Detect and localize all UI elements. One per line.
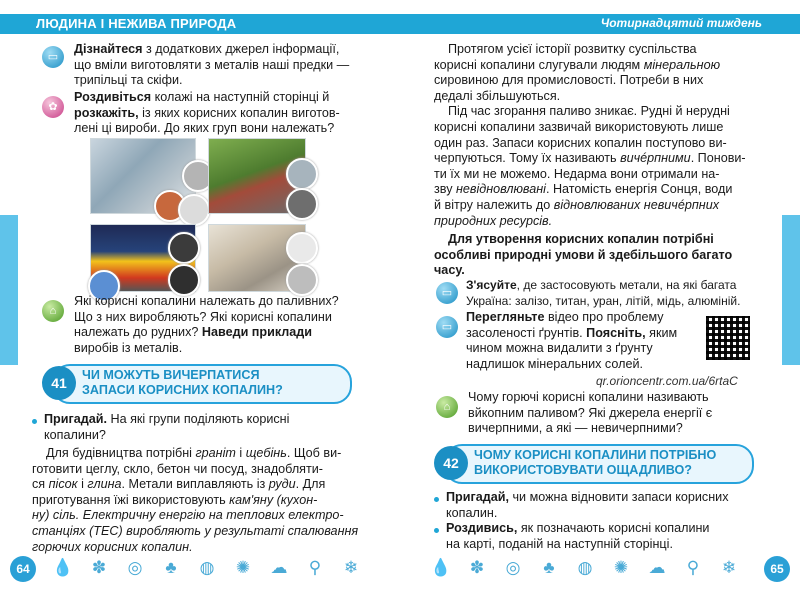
look-map: Роздивись, як позначають корисні копалини на карті, поданій на наступній сторінці.	[446, 521, 710, 551]
computer-icon: ▭	[436, 316, 458, 338]
ore-thumb	[286, 188, 318, 220]
footer-icons-right	[430, 558, 740, 582]
section-41-number: 41	[42, 366, 76, 400]
question-fuels: Які корисні копалини належать до паливних? Що з них виробляють? Які корисні копалини належать до рудних? Наведи приклади виробів із металів.	[74, 294, 339, 355]
globe-icon: ◎	[505, 558, 521, 577]
flower-icon: ✿	[42, 96, 64, 118]
snowflake-icon: ❄	[721, 558, 737, 577]
chapter-title: ЛЮДИНА І НЕЖИВА ПРИРОДА	[36, 16, 237, 31]
metal-thumb	[286, 264, 318, 296]
right-page	[420, 34, 782, 554]
right-edge-stripe	[782, 215, 800, 365]
drop-icon: 💧	[52, 558, 74, 577]
body-text-history: Протягом усієї історії розвитку суспільства корисні копалини слугували людям мінеральною сировиною для промисловості. Потреби в них дедалі збільшуються. Під час згорання паливо зникає. Рудні й нерудні корисні копалини зазвичай використовують лише один раз. Запаси корисних копалин поступово ви- черпуються. Тому їх називають вичéрпними. Понови- ти їх ми не можемо. Недарма вони отримали на- зву невідновлювані. Натомість енергія Сонця, води й вітру належить до відновлюваних невичéрпних природних ресурсів.	[434, 42, 746, 228]
qr-code[interactable]	[706, 316, 750, 360]
section-42-number: 42	[434, 446, 468, 480]
task-watch-video: Перегляньте відео про проблему засоленості ґрунтів. Поясніть, яким чином можна видалити з ґрунту надлишок мінеральних солей.	[466, 310, 678, 371]
key-statement: Для утворення корисних копалин потрібні особливі природні умови й здебільшого багато часу.	[434, 232, 733, 278]
thermometer-icon: ⚲	[686, 558, 700, 577]
snowflake-icon: ❄	[343, 558, 359, 577]
video-link[interactable]: qr.orioncentr.com.ua/6rtaC	[596, 374, 738, 388]
page-number-left: 64	[10, 556, 36, 582]
left-page	[18, 34, 388, 554]
basket-icon: ⌂	[436, 396, 458, 418]
computer-icon: ▭	[436, 282, 458, 304]
sun-icon: ✺	[613, 558, 629, 577]
compass-icon: ◍	[199, 558, 215, 577]
plane-thumb	[286, 158, 318, 190]
basket-icon: ⌂	[42, 300, 64, 322]
task-find-metals: З'ясуйте, де застосовують метали, на які багата Україна: залізо, титан, уран, літій, мідь, алюміній.	[466, 278, 741, 308]
sun-icon: ✺	[235, 558, 251, 577]
recall-groups: Пригадай. На які групи поділяють корисні копалини?	[44, 412, 290, 442]
tile-thumb	[178, 194, 210, 226]
question-fossil-fuel: Чому горючі корисні копалини називають вйкопним паливом? Які джерела енергії є вичерпними, а які — невичерпними?	[468, 390, 713, 436]
section-42-title: ЧОМУ КОРИСНІ КОПАЛИНИ ПОТРІБНО ВИКОРИСТОВУВАТИ ОЩАДЛИВО?	[474, 448, 717, 477]
task-look: Роздивіться колажі на наступній сторінці й розкажіть, із яких корисних копалин виготов- лені ці вироби. До яких груп вони належать?	[74, 90, 340, 136]
bullet	[434, 497, 439, 502]
drop-icon: 💧	[430, 558, 452, 577]
thermometer-icon: ⚲	[308, 558, 322, 577]
bullet	[32, 419, 37, 424]
cloud-icon: ☁	[648, 558, 666, 577]
plant-icon: ♣	[543, 558, 555, 577]
footer-icons-left	[52, 558, 362, 582]
recall-restore: Пригадай, чи можна відновити запаси корисних копалин.	[446, 490, 729, 520]
globe-icon: ◎	[127, 558, 143, 577]
salt-thumb	[286, 232, 318, 264]
body-text-building: Для будівництва потрібні граніт і щебінь. Щоб ви- готовити цеглу, скло, бетон чи посуд, знадобляти- ся пісок і глина. Метали виплавляють із руди. Для приготування їжі використовують кам'яну (кухон- ну) сіль. Електричну енергію на теплових електро- станціях (ТЕС) виробляють у результаті спалювання горючих корисних копалин.	[32, 446, 359, 554]
cloud-icon: ☁	[270, 558, 288, 577]
left-edge-stripe	[0, 215, 18, 365]
plant-icon: ♣	[165, 558, 177, 577]
coal-thumb	[168, 232, 200, 264]
page-number-right: 65	[764, 556, 790, 582]
week-title: Чотирнадцятий тиждень	[600, 16, 762, 30]
section-41-title: ЧИ МОЖУТЬ ВИЧЕРПАТИСЯ ЗАПАСИ КОРИСНИХ КОПАЛИН?	[82, 368, 283, 397]
task-find-out: Дізнайтеся з додаткових джерел інформації, що вміли виготовляти з металів наші предки — трипільці та скіфи.	[74, 42, 350, 88]
oil-thumb	[168, 264, 200, 296]
computer-icon: ▭	[42, 46, 64, 68]
compass-icon: ◍	[577, 558, 593, 577]
bullet	[434, 528, 439, 533]
windmill-icon: ✽	[91, 558, 107, 577]
windmill-icon: ✽	[469, 558, 485, 577]
